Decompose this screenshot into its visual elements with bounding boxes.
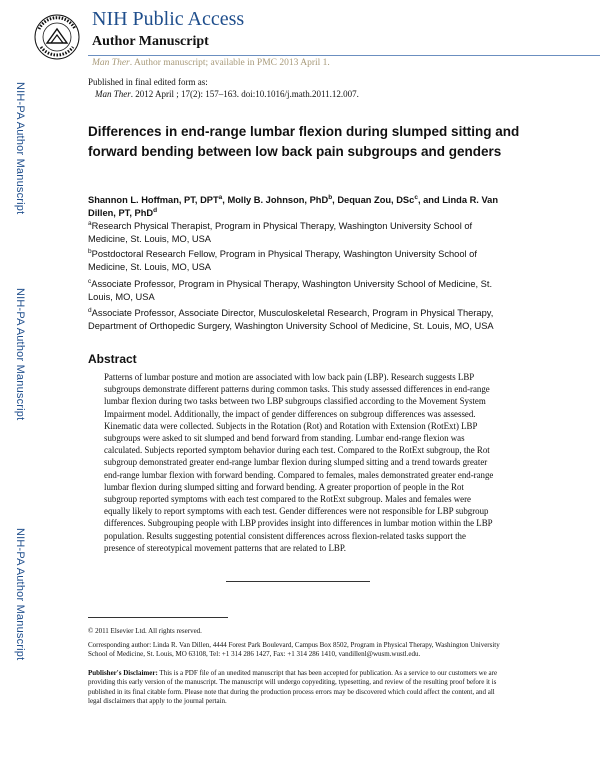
author-manuscript-label: Author Manuscript <box>92 34 209 49</box>
nih-public-access-title: NIH Public Access <box>92 8 245 30</box>
disclaimer-text: This is a PDF file of an unedited manuscript that has been accepted for publication. As a service to our customers we are providing this early version of the manuscript. The manuscript will undergo copyediting, typesetting, and review of the resulting proof before it is published in its final citable form. Please note that during the production process errors may be discovered which could affect the content, and all legal disclaimers that apply to the journal pertain. <box>88 669 498 706</box>
abstract-text: Patterns of lumbar posture and motion are associated with low back pain (LBP). Research suggests LBP subgroups demonstrate different patterns during common tasks. This study assessed differences in end-range lumbar flexion during two tasks between two LBP subgroups classified according to the Movement System Impairment model. Additionally, the impact of gender differences on subgroup differences was assessed. Kinematic data were collected. Subjects in the Rotation (Rot) and Rotation with Extension (RotExt) LBP subgroups were asked to sit slumped and bend forward from standing. Lumbar end-range flexion was calculated. Subjects reported symptom behavior during each test. Compared to the RotExt subgroup, the Rot subgroup demonstrated greater end-range lumbar flexion during slumped sitting and a trend towards greater end-range lumbar flexion with forward bending. Compared to females, males demonstrated greater end-range lumbar flexion during slumped sitting and forward bending. A greater proportion of people in the Rot subgroup reported symptoms with each test compared to the RotExt subgroup. Males and females were equally likely to report symptoms with each test. Gender differences were not responsible for LBP subgroup differences. Subgrouping people with LBP provides insight into differences in lumbar motion within the LBP population. Results suggesting potential consistent differences across flexion-related tasks support the presence of stereotypical movement patterns that are related to LBP. <box>104 372 494 553</box>
affiliation <box>88 220 508 245</box>
nih-logo-icon <box>33 13 81 61</box>
abstract-heading: Abstract <box>88 352 137 366</box>
journal-abbrev: Man Ther <box>92 58 130 68</box>
citation <box>95 89 359 99</box>
side-label-middle: NIH-PA Author Manuscript <box>14 288 26 421</box>
published-in-line: Published in final edited form as: <box>88 77 208 87</box>
citation-details: . 2012 April ; 17(2): 157–163. doi:10.1016/j.math.2011.12.007. <box>130 89 359 99</box>
author-list <box>88 194 528 220</box>
author-affiliation-mark: d <box>153 206 158 214</box>
disclaimer-label: Publisher's Disclaimer: <box>88 669 158 677</box>
author-name: Shannon L. Hoffman, PT, DPT <box>88 195 219 205</box>
author-name: , Dequan Zou, DSc <box>332 195 415 205</box>
affiliation <box>88 248 508 273</box>
corresponding-author-note: Corresponding author: Linda R. Van Dillen, 4444 Forest Park Boulevard, Campus Box 8502, Program in Physical Therapy, Washington University School of Medicine, St. Louis, MO 63108, Tel: +1 314 286 1427, Fax: +1 314 286 1410, vandillenl@wusm.wustl.edu. <box>88 641 500 659</box>
affiliation-text: Research Physical Therapist, Program in Physical Therapy, Washington University School of Medicine, St. Louis, MO, USA <box>88 221 473 244</box>
article-title: Differences in end-range lumbar flexion during slumped sitting and forward bending between low back pain subgroups and genders <box>88 124 520 159</box>
affiliation-mark: a <box>88 219 92 227</box>
availability-text: . Author manuscript; available in PMC 2013 April 1. <box>129 58 330 68</box>
affiliation <box>88 278 508 303</box>
author-name: , Molly B. Johnson, PhD <box>222 195 329 205</box>
publisher-disclaimer <box>88 669 508 707</box>
author-name: , and Linda R. Van Dillen, PT, PhD <box>88 195 499 218</box>
affiliation-text: Associate Professor, Associate Director, Musculoskeletal Research, Program in Physical Therapy, Department of Orthopedic Surgery, Washington University School of Medicine, St. Louis, MO, USA <box>88 308 494 331</box>
side-label-bottom: NIH-PA Author Manuscript <box>14 528 26 661</box>
affiliation-text: Postdoctoral Research Fellow, Program in Physical Therapy, Washington University School of Medicine, St. Louis, MO, USA <box>88 249 477 272</box>
header-divider <box>88 55 600 56</box>
affiliation-text: Associate Professor, Program in Physical Therapy, Washington University School of Medicine, St. Louis, MO, USA <box>88 279 493 302</box>
author-affiliation-mark: c <box>414 193 418 201</box>
affiliation-mark: d <box>88 306 92 314</box>
copyright-note: © 2011 Elsevier Ltd. All rights reserved. <box>88 627 202 635</box>
author-affiliation-mark: b <box>328 193 333 201</box>
affiliation <box>88 307 508 332</box>
citation-journal: Man Ther <box>95 89 131 99</box>
side-label-top: NIH-PA Author Manuscript <box>14 82 26 215</box>
author-affiliation-mark: a <box>218 193 223 201</box>
availability-note <box>92 58 330 68</box>
footnote-rule <box>88 617 228 618</box>
affiliation-mark: c <box>88 277 92 285</box>
abstract-end-rule <box>226 581 370 582</box>
affiliation-mark: b <box>88 247 92 255</box>
